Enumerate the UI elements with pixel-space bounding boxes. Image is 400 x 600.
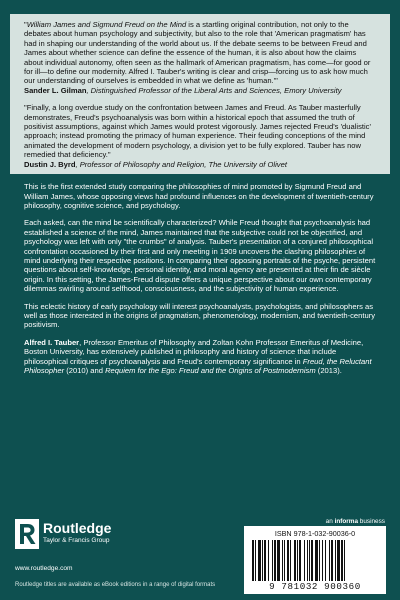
publisher-url[interactable]: www.routledge.com [15, 565, 73, 572]
endorsement-attribution-2: Dustin J. Byrd, Professor of Philosophy and Religion, The University of Olivet [24, 159, 287, 169]
book-title: William James and Sigmund Freud on the Mind [26, 20, 187, 29]
endorsement-quote-1: "William James and Sigmund Freud on the Mind is a startling original contribution, not only to the debates about human psychology and subjectivity, but also to the role that 'American pragmatism' has had in shaping our understanding of the world about us. If the debate seems to be between Freud and James about whether science can define the essence of the human, it is also about how the claims about individual autonomy, often seen as the hallmark of American pragmatism, has come—for good or for ill—to define our modernity. Alfred I. Tauber's writing is clear and crisp—forcing us to ask how much our understanding of ourselves is embedded in what we define as 'human.'" [24, 20, 371, 86]
routledge-r-icon [15, 519, 39, 549]
description-paragraph: This eclectic history of early psychology will interest psychoanalysts, psychologists, and philosophers as well as those interested in the origins of pragmatism, phenomenology, modernism, and twentieth-century positivism. [24, 301, 376, 330]
book-description [10, 182, 390, 375]
isbn-barcode [244, 526, 386, 594]
barcode-digits: 9 781032 900360 [269, 581, 361, 592]
publisher-name: Routledge [43, 520, 112, 536]
endorsements-panel [10, 14, 390, 174]
endorsement-quote-2: "Finally, a long overdue study on the confrontation between James and Freud. As Tauber masterfully demonstrates, Freud's psychoanalysis was born within a historical epoch that assumed the truth of positivist assumptions, against which James would protest vigorously. James rejected Freud's 'dualistic' approach; instead promoting the primacy of human experience. Their feuding conceptions of the mind animated the development of modern psychology, a division yet to be fully explored. Tauber has now remedied that deficiency." [24, 103, 371, 160]
description-paragraph: Each asked, can the mind be scientifically characterized? While Freud thought that psychoanalysis had established a science of the mind, James maintained that the subjective could not be objectified, and psychology was left with only "the crumbs" of analysis. Tauber's presentation of a conjured philosophical confrontation occasioned by their first and only meeting in 1909 uncovers the clashing philosophies of mind underlying their respective positions. In comparing their opposing portraits of the psyche, persistent questions about self-knowledge, personal identity, and moral agency are presented at their fin de siècle origin. In this setting, the James-Freud dispute offers a unique perspective about our own contemporary dilemmas swirling around selfhood, consciousness, and the subjectivity of human experience. [24, 218, 376, 294]
author-bio: Alfred I. Tauber, Professor Emeritus of Philosophy and Zoltan Kohn Professor Emeritus of Medicine, Boston University, has extensively published in philosophy and history of science that include philosophical critiques of psychoanalysis and Freud's contemporary significance in Freud, the Reluctant Philosopher (2010) and Requiem for the Ego: Freud and the Origins of Postmodernism (2013). [24, 337, 372, 375]
informa-business-tag: an informa business [325, 518, 385, 525]
routledge-logo [15, 519, 145, 549]
barcode-bars [252, 540, 378, 581]
back-cover-text [10, 14, 390, 375]
endorsement-attribution-1: Sander L. Gilman, Distinguished Professor of the Liberal Arts and Sciences, Emory University [24, 85, 342, 95]
isbn-label: ISBN 978-1-032-90036-0 [274, 529, 356, 538]
description-paragraph: This is the first extended study comparing the philosophies of mind promoted by Sigmund Freud and William James, whose opposing views had profound influences on the development of twentieth-century philosophy, cognitive science, and psychology. [24, 182, 374, 210]
ebook-notice: Routledge titles are available as eBook editions in a range of digital formats [15, 582, 216, 588]
publisher-group: Taylor & Francis Group [43, 537, 110, 544]
